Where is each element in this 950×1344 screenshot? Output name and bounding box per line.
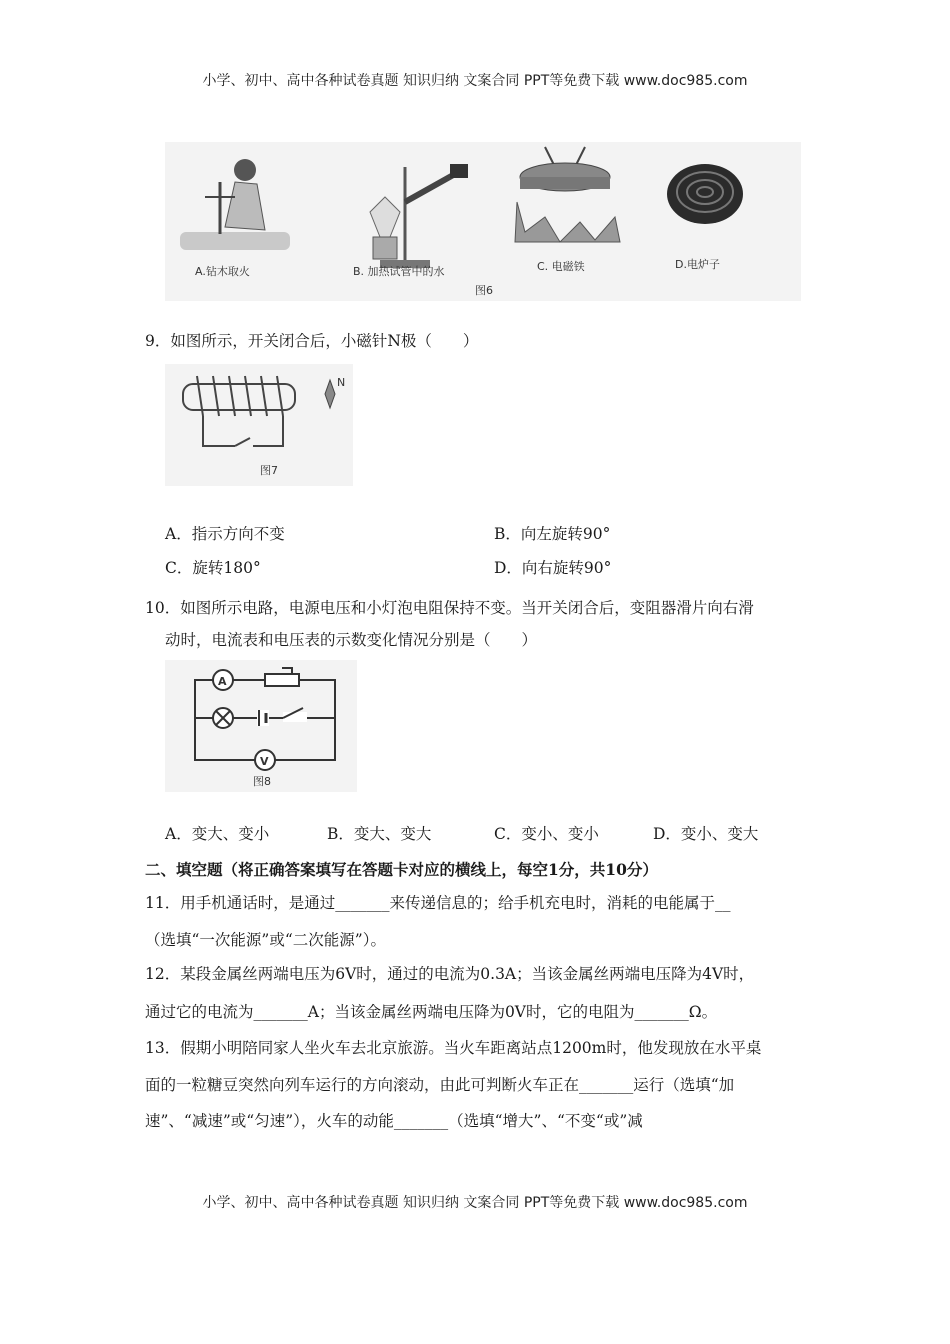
q13-line2: 面的一粒糖豆突然向列车运行的方向滚动，由此可判断火车正在_______运行（选填“加 bbox=[145, 1076, 735, 1094]
fig6-label-b: B. 加热试管中的水 bbox=[353, 265, 445, 278]
q11-line1: 11．用手机通话时，是通过_______来传递信息的；给手机充电时，消耗的电能属于__ bbox=[145, 894, 731, 912]
switch-symbol bbox=[235, 438, 250, 446]
figure-6 bbox=[165, 142, 801, 301]
electric-stove-illustration bbox=[667, 164, 743, 224]
drilling-wood-illustration bbox=[180, 159, 290, 250]
figure-7-drawing bbox=[165, 364, 353, 486]
section-2-title: 二、填空题（将正确答案填写在答题卡对应的横线上，每空1分，共10分） bbox=[145, 860, 658, 879]
q9-option-a: A．指示方向不变 bbox=[165, 525, 285, 543]
fig6-label-d: D.电炉子 bbox=[675, 258, 720, 271]
q12-line2: 通过它的电流为_______A；当该金属丝两端电压降为0V时，它的电阻为_______Ω。 bbox=[145, 1003, 718, 1021]
q10-stem-line2: 动时，电流表和电压表的示数变化情况分别是（ ） bbox=[165, 631, 538, 649]
page-footer: 小学、初中、高中各种试卷真题 知识归纳 文案合同 PPT等免费下载 www.doc985.com bbox=[202, 1195, 748, 1211]
electromagnet-illustration bbox=[515, 147, 620, 242]
figure-8-drawing bbox=[165, 660, 357, 792]
voltmeter-label: V bbox=[260, 755, 269, 768]
q9-option-b: B．向左旋转90° bbox=[494, 525, 611, 543]
heating-tube-illustration bbox=[370, 164, 468, 268]
q10-option-c: C．变小、变小 bbox=[494, 825, 599, 843]
q9-option-c: C．旋转180° bbox=[165, 559, 261, 577]
fig8-caption: 图8 bbox=[253, 775, 271, 788]
q11-line2: （选填“一次能源”或“二次能源”）。 bbox=[145, 931, 386, 949]
page-header: 小学、初中、高中各种试卷真题 知识归纳 文案合同 PPT等免费下载 www.doc985.com bbox=[202, 73, 748, 89]
q10-stem-line1: 10．如图所示电路，电源电压和小灯泡电阻保持不变。当开关闭合后，变阻器滑片向右滑 bbox=[145, 599, 754, 617]
figure-8 bbox=[165, 660, 357, 792]
rheostat-symbol bbox=[265, 674, 299, 686]
q9-option-d: D．向右旋转90° bbox=[494, 559, 612, 577]
q10-option-b: B．变大、变大 bbox=[327, 825, 432, 843]
q10-option-a: A．变大、变小 bbox=[165, 825, 270, 843]
compass-needle bbox=[325, 380, 335, 408]
fig6-label-c: C. 电磁铁 bbox=[537, 260, 585, 273]
fig7-caption: 图7 bbox=[260, 464, 278, 477]
q12-line1: 12．某段金属丝两端电压为6V时，通过的电流为0.3A；当该金属丝两端电压降为4V时， bbox=[145, 965, 755, 983]
figure-6-drawing bbox=[165, 142, 801, 301]
figure-7 bbox=[165, 364, 353, 486]
needle-n-label: N bbox=[337, 376, 346, 389]
q10-option-d: D．变小、变大 bbox=[653, 825, 759, 843]
fig6-label-a: A.钻木取火 bbox=[195, 265, 250, 278]
fig6-caption: 图6 bbox=[475, 284, 493, 297]
q13-line3: 速”、“减速”或“匀速”），火车的动能_______（选填“增大”、“不变“或”减 bbox=[145, 1112, 643, 1130]
ammeter-label: A bbox=[218, 675, 227, 688]
q13-line1: 13．假期小明陪同家人坐火车去北京旅游。当火车距离站点1200m时，他发现放在水平桌 bbox=[145, 1039, 762, 1057]
q9-stem: 9．如图所示，开关闭合后，小磁针N极（ ） bbox=[145, 332, 479, 350]
